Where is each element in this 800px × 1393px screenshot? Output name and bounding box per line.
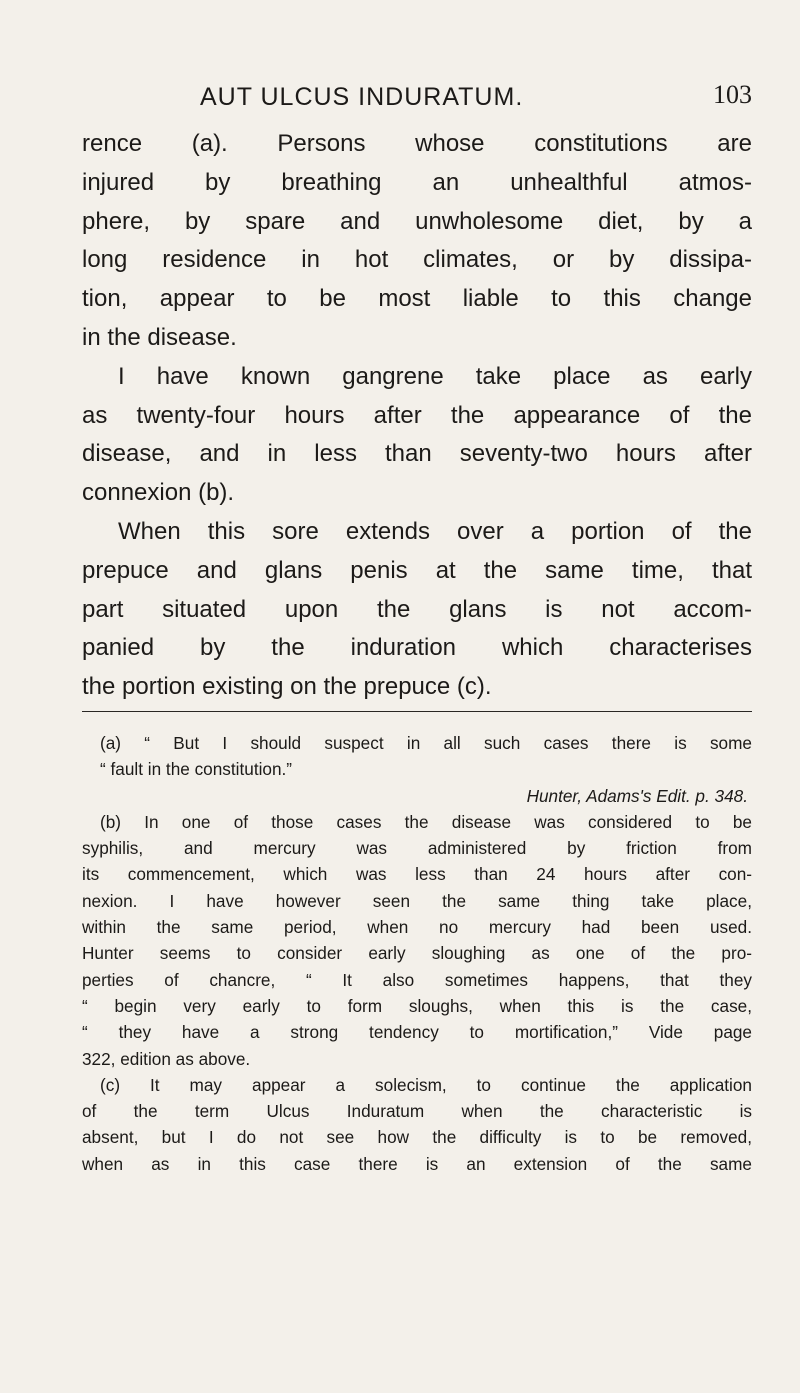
page-number: 103 — [713, 80, 752, 109]
body-line: panied by the induration which characterises — [82, 634, 752, 662]
body-line: connexion (b). — [82, 479, 235, 507]
body-line: When this sore extends over a portion of the — [118, 517, 752, 545]
footnote-line: syphilis, and mercury was administered by friction from — [82, 838, 752, 859]
footnote-line: when as in this case there is an extension of the same — [82, 1153, 752, 1174]
footnote-line: nexion. I have however seen the same thing take place, — [82, 890, 752, 911]
body-line: long residence in hot climates, or by dissipa- — [82, 246, 752, 274]
footnote-line: perties of chancre, “ It also sometimes happens, that they — [82, 969, 752, 990]
book-page — [82, 0, 752, 1174]
body-line: rence (a). Persons whose constitutions are — [82, 130, 752, 157]
body-line: the portion existing on the prepuce (c). — [82, 673, 492, 701]
body-text — [82, 125, 752, 707]
footnote-citation: Hunter, Adams's Edit. p. 348. — [526, 785, 748, 806]
footnote-line: “ fault in the constitution.” — [100, 759, 293, 780]
body-line: injured by breathing an unhealthful atmos- — [82, 168, 752, 196]
footnote-line: (b) In one of those cases the disease was considered to be — [100, 811, 752, 832]
footnote-line: “ they have a strong tendency to mortification,” Vide page — [82, 1022, 752, 1043]
footnotes — [82, 730, 752, 1177]
footnote-line: “ begin very early to form sloughs, when this is the case, — [82, 995, 752, 1016]
footnote-divider — [82, 711, 752, 712]
footnote-line: (a) “ But I should suspect in all such cases there is some — [100, 733, 752, 753]
footnote-line: Hunter seems to consider early sloughing as one of the pro- — [82, 943, 752, 964]
body-line: tion, appear to be most liable to this change — [82, 285, 752, 313]
body-line: prepuce and glans penis at the same time, that — [82, 556, 752, 584]
body-line: as twenty-four hours after the appearance of the — [82, 401, 752, 429]
body-line: I have known gangrene take place as early — [118, 362, 752, 390]
page-header — [82, 0, 752, 120]
body-line: disease, and in less than seventy-two hours after — [82, 440, 752, 468]
running-head: AUT ULCUS INDURATUM. — [200, 83, 524, 111]
body-line: in the disease. — [82, 323, 237, 351]
footnote-line: (c) It may appear a solecism, to continue the application — [100, 1074, 752, 1095]
footnote-line: its commencement, which was less than 24 hours after con- — [82, 864, 752, 885]
footnote-line: within the same period, when no mercury had been used. — [82, 917, 752, 938]
footnote-line: 322, edition as above. — [82, 1048, 251, 1069]
footnote-line: of the term Ulcus Induratum when the characteristic is — [82, 1101, 752, 1122]
footnote-line: absent, but I do not see how the difficulty is to be removed, — [82, 1127, 752, 1148]
body-line: part situated upon the glans is not accom- — [82, 595, 752, 623]
body-line: phere, by spare and unwholesome diet, by a — [82, 207, 752, 235]
